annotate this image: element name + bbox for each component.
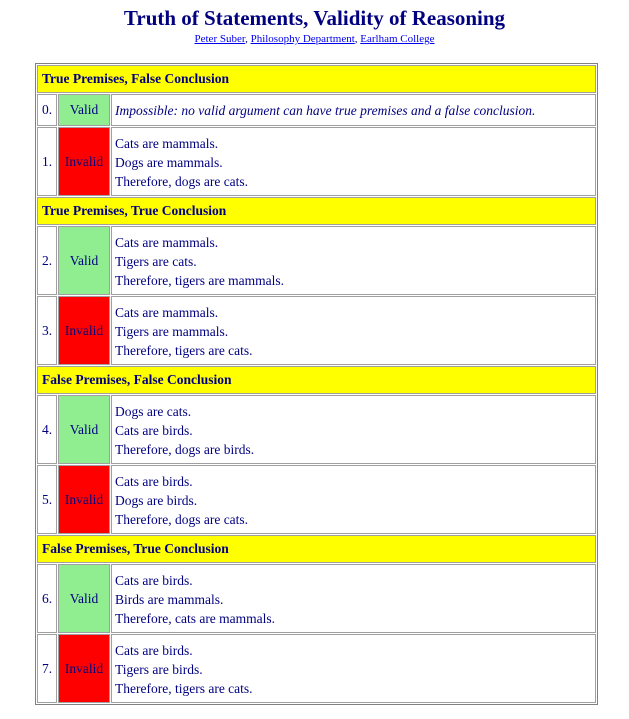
- argument-cell: [111, 226, 596, 295]
- argument-cell: [111, 564, 596, 633]
- section-row: [37, 366, 596, 394]
- argument-line: Cats are mammals.: [115, 136, 219, 151]
- argument-line: Tigers are mammals.: [115, 324, 229, 339]
- section-heading: True Premises, True Conclusion: [37, 197, 596, 225]
- row-number: 3.: [37, 296, 57, 365]
- arguments-table: [35, 63, 598, 705]
- argument-line: Therefore, dogs are cats.: [115, 174, 249, 189]
- verdict-cell: Invalid: [58, 296, 110, 365]
- argument-line: Tigers are cats.: [115, 254, 197, 269]
- college-link[interactable]: Earlham College: [360, 33, 435, 45]
- row-number: 6.: [37, 564, 57, 633]
- verdict-cell: Valid: [58, 94, 110, 126]
- argument-line: Cats are mammals.: [115, 235, 219, 250]
- row-number: 0.: [37, 94, 57, 126]
- argument-line: Cats are birds.: [115, 573, 193, 588]
- byline-separator: ,: [354, 33, 361, 45]
- argument-line: Dogs are cats.: [115, 404, 192, 419]
- section-heading: False Premises, True Conclusion: [37, 535, 596, 563]
- row-number: 7.: [37, 634, 57, 703]
- table-row: [37, 395, 596, 464]
- byline: [0, 32, 629, 46]
- table-row: [37, 634, 596, 703]
- argument-cell: [111, 395, 596, 464]
- verdict-cell: Valid: [58, 564, 110, 633]
- table-row: [37, 564, 596, 633]
- argument-line: Dogs are mammals.: [115, 155, 223, 170]
- verdict-cell: Invalid: [58, 127, 110, 196]
- byline-separator: ,: [245, 33, 251, 45]
- argument-line: Therefore, dogs are birds.: [115, 442, 255, 457]
- section-row: [37, 65, 596, 93]
- argument-cell: [111, 127, 596, 196]
- verdict-cell: Valid: [58, 395, 110, 464]
- row-number: 1.: [37, 127, 57, 196]
- argument-line: Therefore, dogs are cats.: [115, 512, 249, 527]
- argument-line: Tigers are birds.: [115, 662, 203, 677]
- argument-line: Impossible: no valid argument can have true premises and a false conclusion.: [115, 102, 536, 118]
- row-number: 4.: [37, 395, 57, 464]
- argument-cell: [111, 634, 596, 703]
- table-row: [37, 127, 596, 196]
- verdict-cell: Invalid: [58, 465, 110, 534]
- table-row: [37, 226, 596, 295]
- argument-line: Therefore, cats are mammals.: [115, 611, 276, 626]
- argument-line: Dogs are birds.: [115, 493, 198, 508]
- table-row: [37, 296, 596, 365]
- author-link[interactable]: Peter Suber: [194, 33, 246, 45]
- argument-line: Therefore, tigers are cats.: [115, 343, 253, 358]
- section-row: [37, 535, 596, 563]
- argument-line: Cats are birds.: [115, 643, 193, 658]
- section-heading: False Premises, False Conclusion: [37, 366, 596, 394]
- argument-cell: [111, 94, 596, 126]
- section-row: [37, 197, 596, 225]
- page-title: Truth of Statements, Validity of Reasoning: [123, 6, 506, 30]
- argument-line: Therefore, tigers are cats.: [115, 681, 253, 696]
- argument-line: Cats are mammals.: [115, 305, 219, 320]
- verdict-cell: Invalid: [58, 634, 110, 703]
- argument-cell: [111, 465, 596, 534]
- section-heading: True Premises, False Conclusion: [37, 65, 596, 93]
- argument-line: Birds are mammals.: [115, 592, 224, 607]
- argument-line: Therefore, tigers are mammals.: [115, 273, 285, 288]
- table-row: [37, 94, 596, 126]
- argument-line: Cats are birds.: [115, 474, 193, 489]
- argument-cell: [111, 296, 596, 365]
- argument-line: Cats are birds.: [115, 423, 193, 438]
- table-row: [37, 465, 596, 534]
- row-number: 5.: [37, 465, 57, 534]
- department-link[interactable]: Philosophy Department: [250, 33, 355, 45]
- verdict-cell: Valid: [58, 226, 110, 295]
- row-number: 2.: [37, 226, 57, 295]
